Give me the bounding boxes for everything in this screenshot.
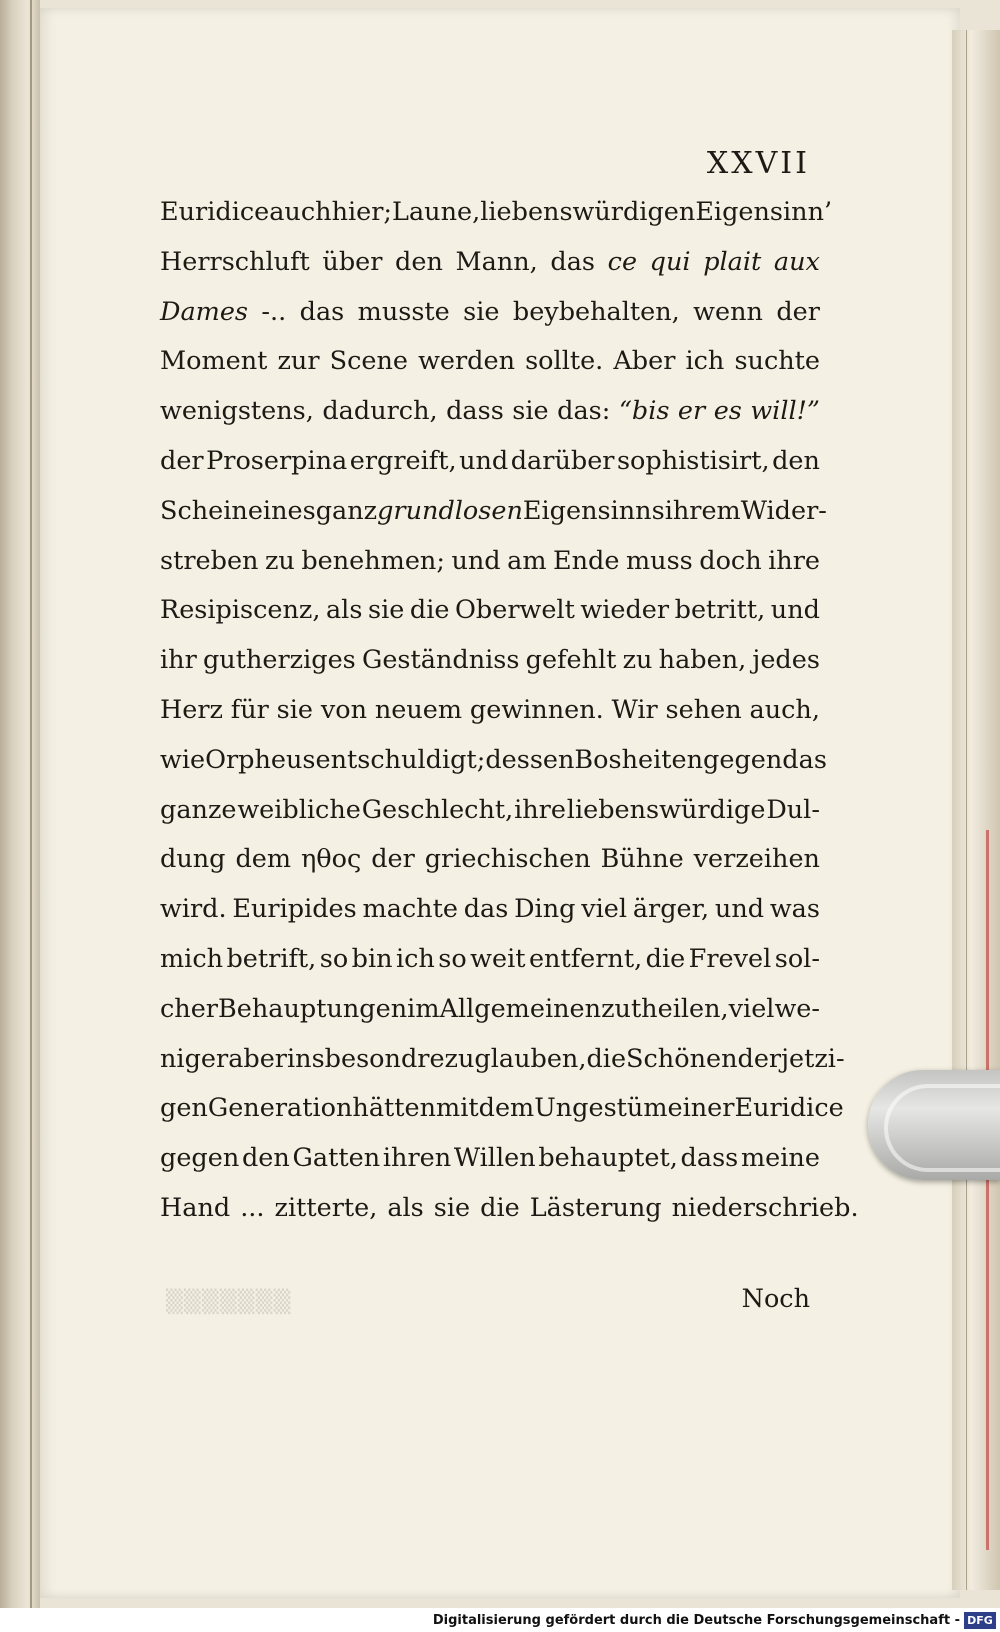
word: suchte <box>734 346 820 377</box>
word: die <box>409 595 450 626</box>
word: im <box>407 993 440 1024</box>
word: den <box>772 445 820 476</box>
word: mich <box>160 943 224 974</box>
word: Hand <box>160 1192 231 1223</box>
word: -.. <box>261 296 287 327</box>
word: Dames <box>160 296 249 327</box>
word: mit <box>436 1093 479 1124</box>
word: ihrem <box>664 495 741 526</box>
word: das <box>782 744 827 775</box>
word: sie <box>512 396 549 427</box>
word: viel <box>581 894 628 925</box>
word: Bühne <box>600 844 684 875</box>
word: haben, <box>658 645 747 676</box>
word: Willen <box>453 1143 536 1174</box>
word: betritt, <box>674 595 766 626</box>
text-line <box>160 238 820 288</box>
text-line <box>160 437 820 487</box>
word: hätten <box>352 1093 437 1124</box>
show-through-text: ▒▒▒▒▒▒▒ <box>166 1290 292 1315</box>
word: ergreift, <box>349 445 457 476</box>
text-line <box>160 586 820 636</box>
word: er <box>677 396 706 427</box>
word: Wider- <box>740 495 827 526</box>
page-number: XXVII <box>706 146 810 181</box>
word: entschuldigt; <box>315 744 486 775</box>
word: wenn <box>693 296 763 327</box>
text-line <box>160 736 827 786</box>
word: als <box>387 1192 424 1223</box>
word: glauben, <box>474 1043 587 1074</box>
word: zu <box>601 993 631 1024</box>
word: “bis <box>618 396 670 427</box>
word: das <box>299 296 345 327</box>
word: Geständniss <box>361 645 520 676</box>
word: Laune, <box>392 197 481 227</box>
word: Euridice <box>160 197 270 227</box>
word: machte <box>362 894 458 925</box>
word: der <box>371 844 415 875</box>
word: wie <box>160 744 206 775</box>
word: ich <box>685 346 725 377</box>
word: und <box>459 445 509 476</box>
text-line <box>160 1184 859 1234</box>
text-line <box>160 188 833 238</box>
word: als <box>325 595 363 626</box>
word: auch <box>269 197 332 227</box>
text-line <box>160 1084 844 1134</box>
catchword: Noch <box>741 1284 810 1314</box>
word: so <box>319 943 349 974</box>
text-line <box>160 935 820 985</box>
word: meine <box>740 1143 820 1174</box>
word: sollte. <box>525 346 604 377</box>
word: und <box>770 595 820 626</box>
word: Herz <box>160 694 223 725</box>
word: ganz <box>315 495 378 526</box>
footer-bar <box>0 1608 1000 1632</box>
word: sehen <box>665 694 742 725</box>
word: dem <box>478 1093 535 1124</box>
word: grundlosen <box>377 495 523 526</box>
word: den <box>395 246 443 277</box>
word: zu <box>264 545 295 576</box>
word: für <box>230 694 269 725</box>
word: eines <box>247 495 316 526</box>
word: Eigensinns <box>522 495 665 526</box>
word: cher <box>160 993 218 1024</box>
word: Mann, <box>455 246 538 277</box>
word: Dul- <box>766 794 820 825</box>
word: Resipiscenz, <box>160 595 321 626</box>
word: auch, <box>749 694 820 725</box>
word: ihr <box>160 645 197 676</box>
word: sophistisirt, <box>616 445 770 476</box>
word: den <box>241 1143 290 1174</box>
word: verzeihen <box>693 844 820 875</box>
word: zitterte, <box>274 1192 378 1223</box>
word: dass <box>680 1143 739 1174</box>
word: darüber <box>510 445 615 476</box>
word: der <box>737 1043 782 1074</box>
word: ich <box>395 943 435 974</box>
word: benehmen; <box>301 545 445 576</box>
text-line <box>160 537 820 587</box>
text-line <box>160 387 820 437</box>
word: es <box>713 396 742 427</box>
word: doch <box>699 545 762 576</box>
word: Schein <box>160 495 248 526</box>
word: am <box>507 545 547 576</box>
word: und <box>451 545 501 576</box>
word: das <box>463 894 509 925</box>
text-line <box>160 786 820 836</box>
word: Oberwelt <box>455 595 575 626</box>
word: gen <box>160 1093 208 1124</box>
scanner-clip <box>868 1070 1000 1180</box>
word: aux <box>773 246 820 277</box>
word: Generation <box>207 1093 353 1124</box>
word: ihren <box>382 1143 452 1174</box>
word: griechischen <box>424 844 591 875</box>
word: Bosheiten <box>574 744 704 775</box>
word: jetzi- <box>781 1043 845 1074</box>
word: Geschlecht, <box>361 794 514 825</box>
word: weit <box>470 943 526 974</box>
word: Ungestüm <box>534 1093 668 1124</box>
word: sie <box>276 694 314 725</box>
word: Orpheus <box>205 744 316 775</box>
word: dung <box>160 844 226 875</box>
word: sie <box>433 1192 471 1223</box>
word: ihre <box>768 545 820 576</box>
word: die <box>480 1192 520 1223</box>
body-text <box>160 188 859 1234</box>
word: plait <box>703 246 762 277</box>
word: liebenswürdigen <box>480 197 696 227</box>
word: über <box>322 246 383 277</box>
word: ganze <box>160 794 237 825</box>
word: dass <box>446 396 504 427</box>
word: werden <box>418 346 516 377</box>
word: wird. <box>160 894 227 925</box>
word: das: <box>557 396 611 427</box>
word: Scene <box>329 346 408 377</box>
word: niger <box>160 1043 229 1074</box>
word: Euridice <box>734 1093 844 1124</box>
funding-credit: Digitalisierung gefördert durch die Deutsche Forschungsgemeinschaft - <box>432 1613 960 1628</box>
word: ... <box>240 1192 265 1223</box>
word: Moment <box>160 346 268 377</box>
word: Eigensinn’ <box>695 197 833 227</box>
page-stack-edge <box>952 30 1000 1590</box>
word: Wir <box>611 694 658 725</box>
word: Frevel <box>688 943 772 974</box>
text-line <box>160 985 820 1035</box>
word: und <box>714 894 765 925</box>
word: von <box>320 694 368 725</box>
word: dessen <box>485 744 575 775</box>
text-line <box>160 686 820 736</box>
word: musste <box>357 296 450 327</box>
word: ärger, <box>632 894 710 925</box>
word: gegen <box>160 1143 240 1174</box>
text-line <box>160 487 827 537</box>
word: jedes <box>752 645 820 676</box>
word: die <box>645 943 686 974</box>
word: das <box>550 246 596 277</box>
text-line <box>160 1134 820 1184</box>
word: ce <box>607 246 638 277</box>
text-line <box>160 885 820 935</box>
word: zur <box>277 346 320 377</box>
word: Gatten <box>292 1143 381 1174</box>
word: sie <box>367 595 405 626</box>
word: einer <box>667 1093 735 1124</box>
word: Ding <box>514 894 576 925</box>
word: aber <box>228 1043 287 1074</box>
word: gewinnen. <box>469 694 604 725</box>
word: ηθος <box>300 844 362 875</box>
word: dem <box>235 844 292 875</box>
word: dadurch, <box>322 396 438 427</box>
word: weibliche <box>237 794 361 825</box>
text-line <box>160 288 820 338</box>
word: zu <box>622 645 653 676</box>
word: Herrschluft <box>160 246 310 277</box>
word: neuem <box>374 694 463 725</box>
word: bin <box>351 943 393 974</box>
text-line <box>160 835 820 885</box>
word: Behauptungen <box>218 993 408 1024</box>
word: gutherziges <box>202 645 356 676</box>
word: so <box>438 943 467 974</box>
word: betrift, <box>226 943 317 974</box>
word: streben <box>160 545 259 576</box>
text-line <box>160 636 820 686</box>
word: behauptet, <box>538 1143 678 1174</box>
word: gefehlt <box>525 645 617 676</box>
word: qui <box>649 246 691 277</box>
text-line <box>160 337 820 387</box>
word: Ende <box>553 545 620 576</box>
word: was <box>769 894 820 925</box>
word: theilen, <box>630 993 729 1024</box>
word: will!” <box>750 396 820 427</box>
word: insbesondre <box>287 1043 445 1074</box>
word: sol- <box>774 943 820 974</box>
word: Allgemeinen <box>439 993 602 1024</box>
word: sie <box>463 296 500 327</box>
word: gegen <box>703 744 783 775</box>
word: wenigstens, <box>160 396 314 427</box>
previous-page-edge <box>0 0 40 1608</box>
word: beybehalten, <box>512 296 680 327</box>
text-line <box>160 1035 845 1085</box>
word: Lästerung <box>529 1192 662 1223</box>
word: muss <box>625 545 693 576</box>
word: der <box>160 445 204 476</box>
word: liebenswürdige <box>566 794 766 825</box>
word: Aber <box>613 346 676 377</box>
word: Schönen <box>626 1043 738 1074</box>
word: Euripides <box>232 894 357 925</box>
word: entfernt, <box>528 943 643 974</box>
word: Proserpina <box>206 445 348 476</box>
word: vielwe- <box>728 993 820 1024</box>
word: zu <box>444 1043 475 1074</box>
word: ihre <box>514 794 566 825</box>
word: der <box>776 296 820 327</box>
word: die <box>586 1043 627 1074</box>
word: hier; <box>331 197 393 227</box>
word: niederschrieb. <box>671 1192 859 1223</box>
word: wieder <box>580 595 670 626</box>
dfg-logo: DFG <box>964 1612 996 1629</box>
